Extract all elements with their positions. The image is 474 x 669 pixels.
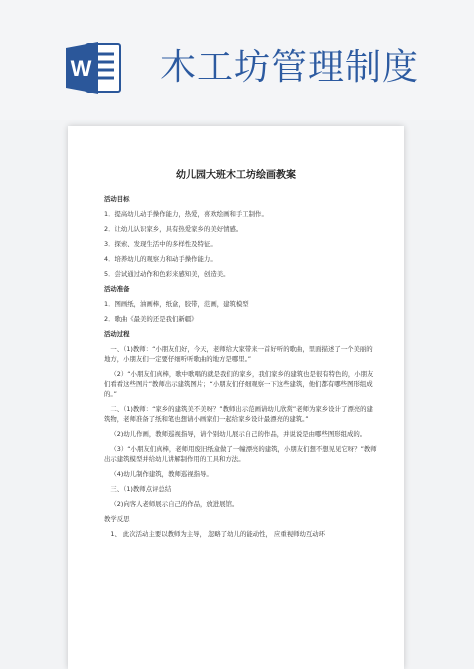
goal-item: 2．让幼儿认识家乡，具有热爱家乡的美好情感。 [104,225,243,233]
section-heading-prep: 活动准备 [104,285,130,293]
document-title: 幼儿园大班木工坊绘画教案 [176,170,296,181]
header-banner [0,0,474,120]
prep-item: 2．歌曲《最美的还是我们新疆》 [104,315,198,323]
process-paragraph: 一、（1)教师：“小朋友们好，今天，老师给大家带来一首好听的歌曲，里面描述了一个美丽的地方，小朋友们一定要仔细听听歌曲的地方是哪里。” [104,345,373,363]
process-paragraph: （2）“小朋友们真棒，歌中歌唱的就是我们的家乡，我们家乡的建筑也是很有特色的，小朋友们看看这些图片”教师出示建筑图片；“小朋友们仔细观察一下这些建筑，他们都有哪些图形组成的。” [104,370,374,398]
goal-item: 4．培养幼儿的观察力和动手操作能力。 [104,255,217,263]
process-paragraph: （2)幼儿作画，教师巡视指导，请个别幼儿展示自己的作品，并说说是由哪些图形组成的。 [110,430,367,438]
process-paragraph: （4)幼儿制作建筑，教师巡视指导。 [110,470,213,478]
goal-item: 1．提高幼儿动手操作能力，热爱，喜欢绘画和手工制作。 [104,210,268,218]
banner-title: 木工坊管理制度 [160,47,420,88]
goal-item: 3．探索、发现生活中的多样性及特征。 [104,240,217,248]
goal-item: 5．尝试通过动作和色彩来感知美，创造美。 [104,270,230,278]
prep-item: 1．图画纸，油画棒，纸盒，胶带，范画，建筑模型 [104,300,249,308]
reflection-paragraph: 1、 此次活动主要以教师为主导， 忽略了幼儿的能动性， 应重视师幼互动环 [110,530,326,538]
word-document-icon [64,38,124,98]
section-heading-goals: 活动目标 [104,195,130,203]
section-heading-reflection: 教学反思 [104,515,130,523]
document-body [104,190,378,544]
process-paragraph: 三、（1)教师点评总结 [110,485,172,493]
process-paragraph: （2)向客人老师展示自己的作品，放进展馆。 [110,500,239,508]
process-paragraph: 二、（1)教师：“家乡的建筑美不美呀？”教师出示范画请幼儿欣赏”老师为家乡设计了漂亮的建筑物，老师准备了纸和笔也想请小画家们一起给家乡设计最漂亮的建筑。” [104,405,373,423]
svg-text:W: W [70,56,92,81]
document-page [68,126,404,669]
process-paragraph: （3）“小朋友们真棒，老师用废旧纸盒做了一幢漂亮的建筑，小朋友们想不想见见它呀？”教师出示建筑模型并给幼儿讲解制作用的工具和方法。 [104,445,377,463]
section-heading-process: 活动过程 [104,330,130,338]
